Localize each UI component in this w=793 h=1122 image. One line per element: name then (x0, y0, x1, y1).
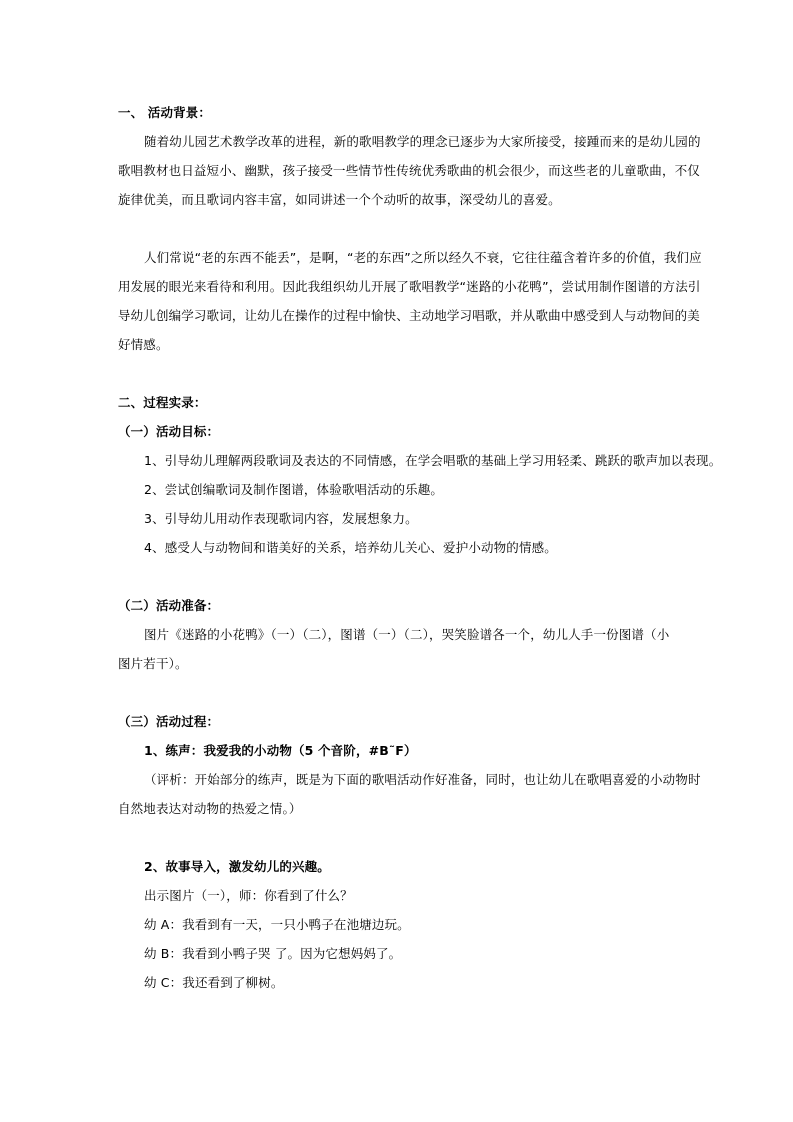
step-heading: 1、练声：我爱我的小动物（5 个音阶，#B˜F） (144, 743, 417, 758)
comment-line: 自然地表达对动物的热爱之情。） (118, 801, 302, 816)
paragraph-line: 用发展的眼光来看待和利用。因此我组织幼儿开展了歌唱教学“迷路的小花鸭”，尝试用制作图谱的方法引 (118, 279, 701, 294)
step-heading: 2、故事导入，激发幼儿的兴趣。 (144, 859, 330, 874)
dialogue-line: 幼 C：我还看到了柳树。 (144, 975, 284, 990)
dialogue-line: 出示图片（一），师：你看到了什么？ (144, 888, 353, 903)
paragraph-line: 旋律优美，而且歌词内容丰富，如同讲述一个个动听的故事，深受幼儿的喜爱。 (118, 192, 561, 207)
goal-item: 4、感受人与动物间和谐美好的关系，培养幼儿关心、爱护小动物的情感。 (144, 540, 557, 555)
goal-item: 2、尝试创编歌词及制作图谱，体验歌唱活动的乐趣。 (144, 482, 444, 497)
paragraph-line: 图片《迷路的小花鸭》（一）（二），图谱（一）（二），哭笑脸谱各一个，幼儿人手一份图谱（小 (144, 627, 670, 642)
dialogue-line: 幼 A：我看到有一天，一只小鸭子在池塘边玩。 (144, 917, 410, 932)
section-heading-process: 二、过程实录： (118, 395, 207, 410)
subsection-heading-goals: （一）活动目标： (118, 424, 220, 439)
section-heading-background: 一、 活动背景： (118, 105, 212, 120)
paragraph-line: 人们常说“老的东西不能丢”，是啊，“老的东西”之所以经久不衰，它往往蕴含着许多的价值，我们应 (144, 250, 702, 265)
goal-item: 1、引导幼儿理解两段歌词及表达的不同情感，在学会唱歌的基础上学习用轻柔、跳跃的歌声加以表现。 (144, 453, 722, 468)
subsection-heading-preparation: （二）活动准备： (118, 598, 220, 613)
paragraph-line: 导幼儿创编学习歌词，让幼儿在操作的过程中愉快、主动地学习唱歌，并从歌曲中感受到人与动物间的美 (118, 308, 700, 323)
paragraph-line: 歌唱教材也日益短小、幽默，孩子接受一些情节性传统优秀歌曲的机会很少，而这些老的儿童歌曲，不仅 (118, 163, 700, 178)
paragraph-line: 好情感。 (118, 337, 169, 352)
paragraph-line: 随着幼儿园艺术教学改革的进程，新的歌唱教学的理念已逐步为大家所接受，接踵而来的是幼儿园的 (144, 134, 701, 149)
goal-item: 3、引导幼儿用动作表现歌词内容，发展想象力。 (144, 511, 418, 526)
dialogue-line: 幼 B：我看到小鸭子哭 了。因为它想妈妈了。 (144, 946, 402, 961)
paragraph-line: 图片若干）。 (118, 656, 188, 671)
comment-line: （评析：开始部分的练声，既是为下面的歌唱活动作好准备，同时，也让幼儿在歌唱喜爱的小动物时 (144, 772, 701, 787)
subsection-heading-process: （三）活动过程： (118, 714, 220, 729)
